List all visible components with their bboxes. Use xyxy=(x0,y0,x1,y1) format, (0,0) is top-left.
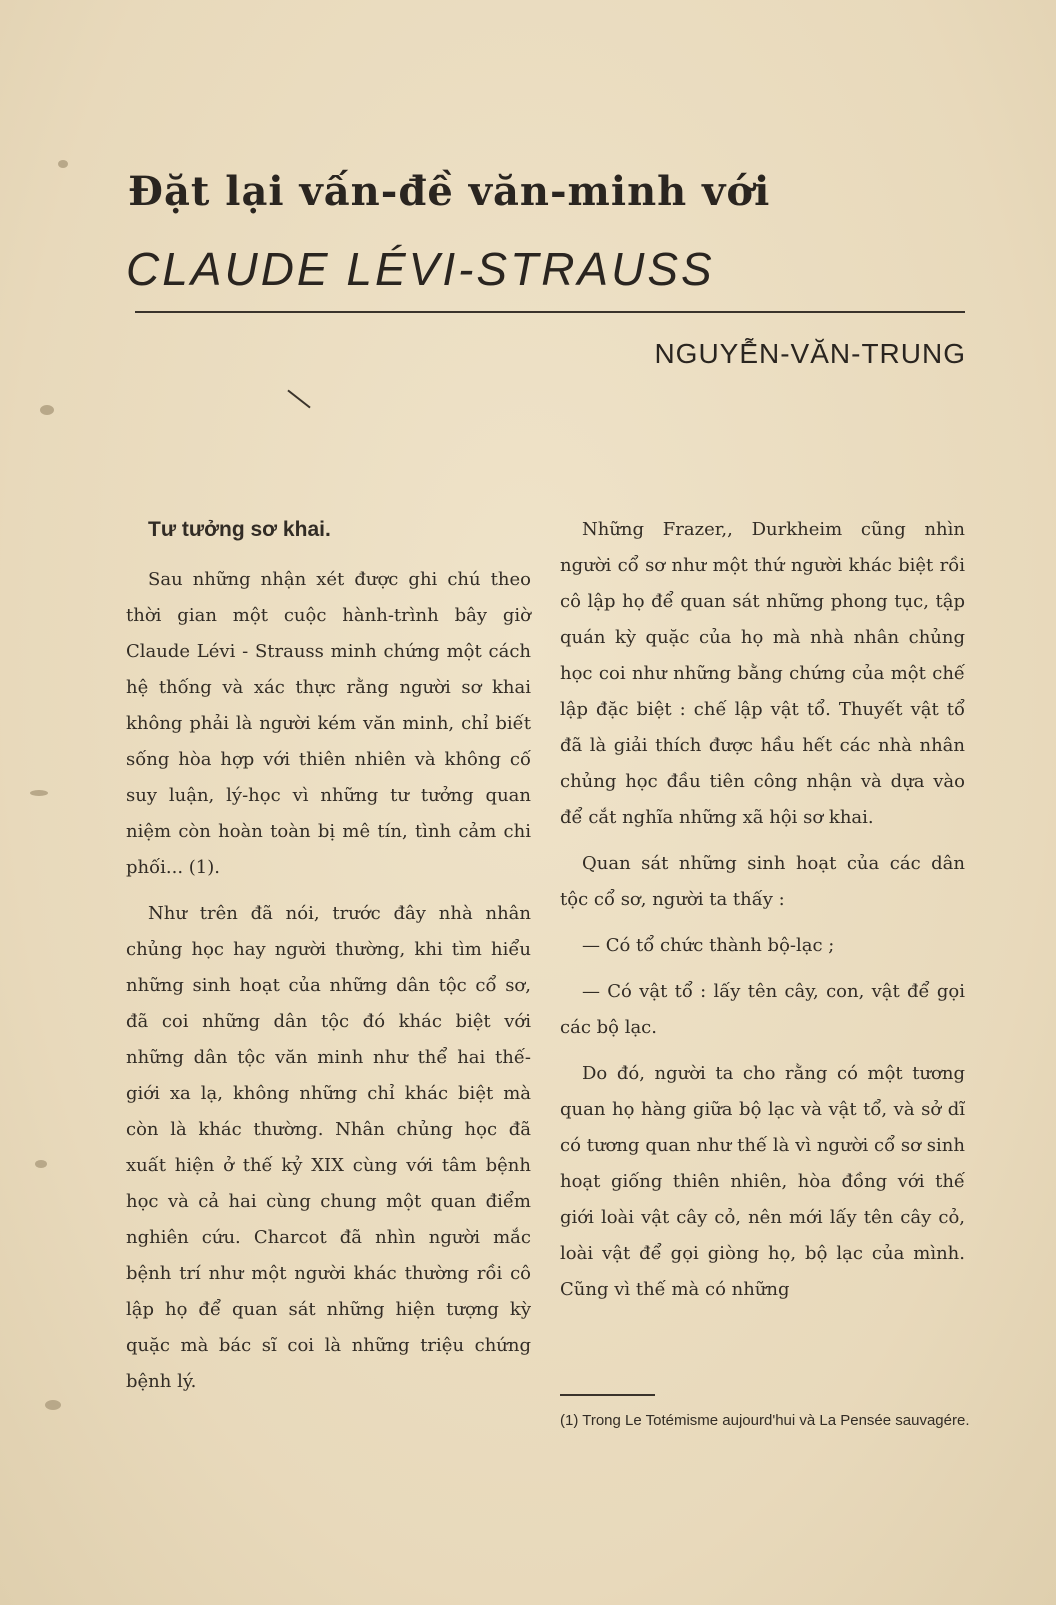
article-title: Đặt lại vấn-đề văn-minh với xyxy=(128,168,771,215)
paper-speck xyxy=(35,1160,47,1168)
footnote-divider xyxy=(560,1394,655,1396)
list-item: — Có tổ chức thành bộ-lạc ; xyxy=(582,935,835,956)
paper-speck xyxy=(40,405,54,415)
paragraph: Sau những nhận xét được ghi chú theo thời gian một cuộc hành-trình bây giờ Claude Lévi - Strauss minh chứng một cách hệ thống và xác thực rằng người sơ khai không phải là người kém văn minh, chỉ biết sống hòa hợp với thiên nhiên và không cố suy luận, lý-học vì những tư tưởng quan niệm còn hoàn toàn bị mê tín, tình cảm chi phối... (1). xyxy=(126,569,531,878)
left-column xyxy=(126,512,531,1410)
paragraph: Như trên đã nói, trước đây nhà nhân chủng học hay người thường, khi tìm hiểu những sinh hoạt của những dân tộc cổ sơ, đã coi những dân tộc đó khác biệt với những dân tộc văn minh như thể hai thế-giới xa lạ, không những chỉ khác biệt mà còn là khác thường. Nhân chủng học đã xuất hiện ở thế kỷ XIX cùng với tâm bệnh học và cả hai cùng chung một quan điểm nghiên cứu. Charcot đã nhìn người mắc bệnh trí như một người khác thường rồi cô lập họ để quan sát những hiện tượng kỳ quặc mà bác sĩ coi là những triệu chứng bệnh lý. xyxy=(126,903,531,1392)
paper-speck xyxy=(30,790,48,796)
paragraph: Do đó, người ta cho rằng có một tương quan họ hàng giữa bộ lạc và vật tổ, và sở dĩ có tương quan như thế là vì người cổ sơ sinh hoạt giống thiên nhiên, hòa đồng với thế giới loài vật cây cỏ, nên mới lấy tên cây cỏ, loài vật để gọi giòng họ, bộ lạc của mình. Cũng vì thế mà có những xyxy=(560,1063,965,1300)
paper-speck xyxy=(45,1400,61,1410)
author-name: NGUYỄN-VĂN-TRUNG xyxy=(654,338,966,369)
paper-speck xyxy=(58,160,68,168)
stray-mark xyxy=(287,390,310,409)
list-item: — Có vật tổ : lấy tên cây, con, vật để gọi các bộ lạc. xyxy=(560,981,965,1038)
right-column xyxy=(560,512,965,1318)
footnote: (1) Trong Le Totémisme aujourd'hui và La Pensée sauvagére. xyxy=(560,1412,970,1429)
section-heading: Tư tưởng sơ khai. xyxy=(148,518,331,541)
title-divider xyxy=(135,311,965,313)
paragraph: Quan sát những sinh hoạt của các dân tộc cổ sơ, người ta thấy : xyxy=(560,853,965,910)
paragraph: Những Frazer,, Durkheim cũng nhìn người cổ sơ như một thứ người khác biệt rồi cô lập họ để quan sát những phong tục, tập quán kỳ quặc của họ mà nhà nhân chủng học coi như những bằng chứng của một chế lập đặc biệt : chế lập vật tổ. Thuyết vật tổ đã là giải thích được hầu hết các nhà nhân chủng học đầu tiên công nhận và dựa vào để cắt nghĩa những xã hội sơ khai. xyxy=(560,519,965,828)
article-subtitle: CLAUDE LÉVI-STRAUSS xyxy=(126,243,715,295)
